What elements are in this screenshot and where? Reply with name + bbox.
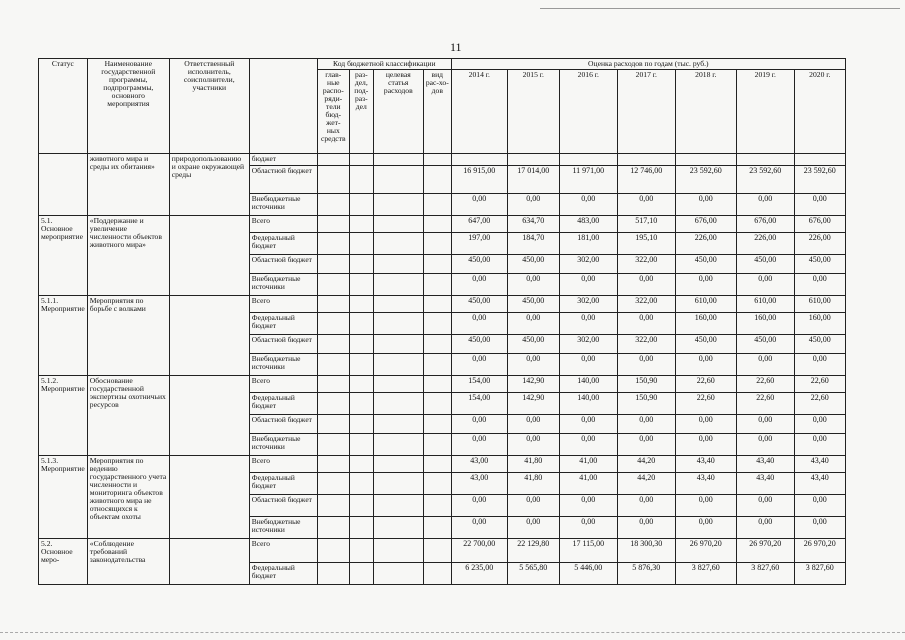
amount-cell: 0,00 (559, 414, 617, 433)
amount-cell: 0,00 (451, 433, 507, 455)
amount-cell: 195,10 (617, 232, 675, 254)
kbk-cell (423, 295, 451, 312)
kbk-cell (373, 295, 423, 312)
kbk-cell (423, 538, 451, 562)
amount-cell: 0,00 (675, 414, 736, 433)
funding-source: Всего (249, 538, 317, 562)
kbk-cell (373, 254, 423, 273)
kbk-cell (373, 455, 423, 472)
amount-cell: 0,00 (675, 353, 736, 375)
kbk-cell (349, 472, 373, 494)
amount-cell: 0,00 (559, 516, 617, 538)
amount-cell: 0,00 (507, 353, 559, 375)
table-row (39, 295, 846, 312)
amount-cell: 22 129,80 (507, 538, 559, 562)
amount-cell: 0,00 (736, 516, 794, 538)
funding-source: Внебюджетные источники (249, 193, 317, 215)
amount-cell: 0,00 (675, 193, 736, 215)
block-name: «Соблюдение требований законодательства (87, 538, 169, 584)
amount-cell: 12 746,00 (617, 165, 675, 193)
block-responsible (169, 538, 249, 584)
amount-cell: 450,00 (675, 334, 736, 353)
kbk-cell (423, 375, 451, 392)
funding-source: Внебюджетные источники (249, 433, 317, 455)
amount-cell: 3 827,60 (794, 562, 845, 584)
kbk-cell (373, 375, 423, 392)
kbk-cell (423, 254, 451, 273)
amount-cell (794, 153, 845, 165)
amount-cell: 0,00 (617, 414, 675, 433)
kbk-cell (423, 312, 451, 334)
col-year-2016: 2016 г. (559, 69, 617, 153)
amount-cell: 450,00 (507, 295, 559, 312)
amount-cell (451, 153, 507, 165)
amount-cell: 302,00 (559, 295, 617, 312)
table-row (39, 455, 846, 472)
amount-cell: 43,00 (451, 455, 507, 472)
amount-cell: 0,00 (617, 494, 675, 516)
kbk-cell (373, 273, 423, 295)
amount-cell: 0,00 (617, 312, 675, 334)
amount-cell (507, 153, 559, 165)
kbk-cell (373, 153, 423, 165)
table-row (39, 538, 846, 562)
amount-cell: 0,00 (675, 494, 736, 516)
amount-cell: 41,80 (507, 455, 559, 472)
kbk-cell (317, 472, 349, 494)
amount-cell: 23 592,60 (794, 165, 845, 193)
col-source (249, 59, 317, 154)
amount-cell: 610,00 (675, 295, 736, 312)
amount-cell: 43,40 (675, 455, 736, 472)
kbk-cell (349, 494, 373, 516)
amount-cell (617, 153, 675, 165)
amount-cell: 26 970,20 (736, 538, 794, 562)
amount-cell: 676,00 (736, 215, 794, 232)
amount-cell: 676,00 (794, 215, 845, 232)
kbk-cell (317, 295, 349, 312)
amount-cell: 18 300,30 (617, 538, 675, 562)
amount-cell: 0,00 (675, 433, 736, 455)
amount-cell: 676,00 (675, 215, 736, 232)
kbk-cell (317, 273, 349, 295)
scan-bottom-edge (0, 632, 905, 633)
amount-cell: 140,00 (559, 375, 617, 392)
amount-cell: 0,00 (451, 414, 507, 433)
amount-cell: 44,20 (617, 472, 675, 494)
amount-cell: 0,00 (736, 353, 794, 375)
funding-source: Областной бюджет (249, 165, 317, 193)
kbk-cell (423, 165, 451, 193)
amount-cell: 41,80 (507, 472, 559, 494)
amount-cell: 0,00 (559, 312, 617, 334)
funding-source: Внебюджетные источники (249, 516, 317, 538)
col-kbk-razdel: раз-дел, под-раз-дел (349, 69, 373, 153)
kbk-cell (349, 165, 373, 193)
kbk-cell (373, 414, 423, 433)
amount-cell: 22,60 (794, 375, 845, 392)
amount-cell: 22,60 (675, 375, 736, 392)
amount-cell: 610,00 (794, 295, 845, 312)
amount-cell: 41,00 (559, 455, 617, 472)
amount-cell: 5 876,30 (617, 562, 675, 584)
block-status: 5.1. Основное мероприятие (39, 215, 88, 295)
kbk-cell (373, 472, 423, 494)
block-status: 5.1.2. Мероприятие (39, 375, 88, 455)
funding-source: Всего (249, 455, 317, 472)
funding-source: Федеральный бюджет (249, 472, 317, 494)
amount-cell: 450,00 (736, 334, 794, 353)
amount-cell: 0,00 (794, 414, 845, 433)
kbk-cell (373, 516, 423, 538)
block-name: животного мира и среды их обитания» (87, 153, 169, 215)
col-kbk-grbs: глав-ные распо-ряди-тели бюд-жет-ных средств (317, 69, 349, 153)
amount-cell: 0,00 (559, 433, 617, 455)
amount-cell: 0,00 (507, 433, 559, 455)
funding-source: Областной бюджет (249, 254, 317, 273)
amount-cell: 517,10 (617, 215, 675, 232)
col-year-2014: 2014 г. (451, 69, 507, 153)
amount-cell: 0,00 (507, 494, 559, 516)
amount-cell: 17 014,00 (507, 165, 559, 193)
kbk-cell (373, 433, 423, 455)
kbk-cell (373, 193, 423, 215)
amount-cell: 0,00 (794, 494, 845, 516)
amount-cell: 0,00 (451, 516, 507, 538)
amount-cell: 6 235,00 (451, 562, 507, 584)
amount-cell: 0,00 (794, 433, 845, 455)
kbk-cell (349, 334, 373, 353)
kbk-cell (423, 516, 451, 538)
kbk-cell (373, 165, 423, 193)
amount-cell (559, 153, 617, 165)
block-status: 5.1.1. Мероприятие (39, 295, 88, 375)
block-responsible (169, 375, 249, 455)
amount-cell: 0,00 (451, 494, 507, 516)
amount-cell: 43,40 (675, 472, 736, 494)
kbk-cell (423, 353, 451, 375)
amount-cell: 0,00 (736, 273, 794, 295)
amount-cell: 22,60 (794, 392, 845, 414)
amount-cell: 43,40 (794, 455, 845, 472)
amount-cell: 22 700,00 (451, 538, 507, 562)
funding-source: Федеральный бюджет (249, 232, 317, 254)
amount-cell: 322,00 (617, 295, 675, 312)
amount-cell: 11 971,00 (559, 165, 617, 193)
funding-source: Федеральный бюджет (249, 562, 317, 584)
kbk-cell (373, 232, 423, 254)
block-name: «Поддержание и увеличение численности объектов животного мира» (87, 215, 169, 295)
funding-source: Областной бюджет (249, 334, 317, 353)
amount-cell: 450,00 (451, 254, 507, 273)
funding-source: Всего (249, 295, 317, 312)
amount-cell: 154,00 (451, 392, 507, 414)
amount-cell: 44,20 (617, 455, 675, 472)
amount-cell: 0,00 (617, 273, 675, 295)
kbk-cell (317, 494, 349, 516)
amount-cell: 154,00 (451, 375, 507, 392)
amount-cell: 0,00 (736, 494, 794, 516)
amount-cell: 450,00 (451, 295, 507, 312)
block-name: Обоснование государственной экспертизы охотничьих ресурсов (87, 375, 169, 455)
amount-cell: 23 592,60 (675, 165, 736, 193)
amount-cell: 450,00 (507, 254, 559, 273)
amount-cell: 0,00 (451, 273, 507, 295)
amount-cell: 17 115,00 (559, 538, 617, 562)
amount-cell: 0,00 (736, 193, 794, 215)
block-status (39, 153, 88, 215)
amount-cell: 0,00 (736, 433, 794, 455)
block-responsible (169, 295, 249, 375)
kbk-cell (349, 273, 373, 295)
amount-cell (736, 153, 794, 165)
funding-source: Областной бюджет (249, 414, 317, 433)
amount-cell: 0,00 (507, 273, 559, 295)
table-body (39, 153, 846, 584)
kbk-cell (373, 312, 423, 334)
amount-cell (675, 153, 736, 165)
kbk-cell (423, 232, 451, 254)
amount-cell: 0,00 (451, 312, 507, 334)
amount-cell: 634,70 (507, 215, 559, 232)
kbk-cell (349, 193, 373, 215)
amount-cell: 3 827,60 (736, 562, 794, 584)
kbk-cell (349, 232, 373, 254)
amount-cell: 647,00 (451, 215, 507, 232)
kbk-cell (423, 153, 451, 165)
kbk-cell (349, 375, 373, 392)
kbk-cell (317, 516, 349, 538)
amount-cell: 226,00 (736, 232, 794, 254)
amount-cell: 22,60 (736, 392, 794, 414)
amount-cell: 5 565,80 (507, 562, 559, 584)
amount-cell: 0,00 (559, 273, 617, 295)
amount-cell: 160,00 (736, 312, 794, 334)
kbk-cell (423, 334, 451, 353)
table-row (39, 153, 846, 165)
amount-cell: 0,00 (559, 193, 617, 215)
block-name: Мероприятия по ведению государственного учета численности и мониторинга объектов животного мира не относящихся к объектам охоты (87, 455, 169, 538)
amount-cell: 610,00 (736, 295, 794, 312)
amount-cell: 0,00 (507, 312, 559, 334)
col-kbk-vr: вид рас-хо-дов (423, 69, 451, 153)
amount-cell: 5 446,00 (559, 562, 617, 584)
kbk-cell (317, 392, 349, 414)
amount-cell: 0,00 (736, 414, 794, 433)
funding-source: Областной бюджет (249, 494, 317, 516)
amount-cell: 302,00 (559, 334, 617, 353)
col-kbk-csr: целевая статья расходов (373, 69, 423, 153)
col-responsible: Ответственный исполнитель, соисполнители, участники (169, 59, 249, 154)
col-year-2020: 2020 г. (794, 69, 845, 153)
amount-cell: 3 827,60 (675, 562, 736, 584)
amount-cell: 160,00 (675, 312, 736, 334)
kbk-cell (349, 254, 373, 273)
funding-source: бюджет (249, 153, 317, 165)
funding-source: Всего (249, 375, 317, 392)
kbk-cell (317, 455, 349, 472)
kbk-cell (317, 232, 349, 254)
block-status: 5.2. Основное меро- (39, 538, 88, 584)
kbk-cell (373, 392, 423, 414)
page-number: 11 (450, 40, 462, 54)
col-kbk-group: Код бюджетной классификации (317, 59, 451, 70)
amount-cell: 197,00 (451, 232, 507, 254)
amount-cell: 0,00 (675, 273, 736, 295)
kbk-cell (317, 193, 349, 215)
kbk-cell (373, 215, 423, 232)
kbk-cell (423, 472, 451, 494)
kbk-cell (423, 455, 451, 472)
col-status: Статус (39, 59, 88, 154)
kbk-cell (423, 494, 451, 516)
kbk-cell (349, 153, 373, 165)
amount-cell: 150,90 (617, 375, 675, 392)
kbk-cell (423, 433, 451, 455)
amount-cell: 140,00 (559, 392, 617, 414)
amount-cell: 0,00 (451, 193, 507, 215)
kbk-cell (317, 334, 349, 353)
kbk-cell (317, 215, 349, 232)
expenditure-table (38, 58, 846, 585)
amount-cell: 22,60 (675, 392, 736, 414)
amount-cell: 0,00 (617, 433, 675, 455)
funding-source: Внебюджетные источники (249, 273, 317, 295)
block-responsible (169, 215, 249, 295)
amount-cell: 0,00 (794, 353, 845, 375)
kbk-cell (423, 215, 451, 232)
amount-cell: 450,00 (507, 334, 559, 353)
kbk-cell (373, 538, 423, 562)
kbk-cell (423, 562, 451, 584)
col-name: Наименование государственной программы, подпрограммы, основного мероприятия (87, 59, 169, 154)
kbk-cell (349, 295, 373, 312)
amount-cell: 322,00 (617, 254, 675, 273)
amount-cell: 160,00 (794, 312, 845, 334)
amount-cell: 41,00 (559, 472, 617, 494)
col-year-2019: 2019 г. (736, 69, 794, 153)
amount-cell: 43,00 (451, 472, 507, 494)
kbk-cell (349, 433, 373, 455)
amount-cell: 184,70 (507, 232, 559, 254)
amount-cell: 322,00 (617, 334, 675, 353)
amount-cell: 43,40 (736, 472, 794, 494)
table-row (39, 215, 846, 232)
amount-cell: 302,00 (559, 254, 617, 273)
amount-cell: 26 970,20 (794, 538, 845, 562)
amount-cell: 43,40 (736, 455, 794, 472)
amount-cell: 450,00 (451, 334, 507, 353)
kbk-cell (317, 433, 349, 455)
amount-cell: 0,00 (794, 273, 845, 295)
kbk-cell (349, 312, 373, 334)
amount-cell: 450,00 (794, 334, 845, 353)
kbk-cell (317, 414, 349, 433)
amount-cell: 0,00 (794, 516, 845, 538)
amount-cell: 0,00 (507, 414, 559, 433)
amount-cell: 226,00 (675, 232, 736, 254)
kbk-cell (317, 562, 349, 584)
amount-cell: 450,00 (675, 254, 736, 273)
amount-cell: 43,40 (794, 472, 845, 494)
col-year-2015: 2015 г. (507, 69, 559, 153)
amount-cell: 142,90 (507, 375, 559, 392)
col-year-2017: 2017 г. (617, 69, 675, 153)
funding-source: Федеральный бюджет (249, 392, 317, 414)
amount-cell: 0,00 (507, 516, 559, 538)
col-years-group: Оценка расходов по годам (тыс. руб.) (451, 59, 845, 70)
amount-cell: 22,60 (736, 375, 794, 392)
funding-source: Федеральный бюджет (249, 312, 317, 334)
scan-edge-line (540, 8, 900, 9)
block-responsible: природопользованию и охране окружающей среды (169, 153, 249, 215)
kbk-cell (373, 494, 423, 516)
kbk-cell (317, 153, 349, 165)
amount-cell: 0,00 (794, 193, 845, 215)
amount-cell: 0,00 (617, 353, 675, 375)
kbk-cell (373, 334, 423, 353)
kbk-cell (349, 353, 373, 375)
kbk-cell (423, 414, 451, 433)
kbk-cell (423, 392, 451, 414)
amount-cell: 0,00 (507, 193, 559, 215)
kbk-cell (317, 353, 349, 375)
amount-cell: 26 970,20 (675, 538, 736, 562)
kbk-cell (373, 353, 423, 375)
kbk-cell (349, 562, 373, 584)
amount-cell: 483,00 (559, 215, 617, 232)
amount-cell: 0,00 (451, 353, 507, 375)
block-name: Мероприятия по борьбе с волками (87, 295, 169, 375)
col-year-2018: 2018 г. (675, 69, 736, 153)
amount-cell: 0,00 (617, 193, 675, 215)
kbk-cell (317, 165, 349, 193)
amount-cell: 23 592,60 (736, 165, 794, 193)
kbk-cell (349, 392, 373, 414)
amount-cell: 150,90 (617, 392, 675, 414)
block-status: 5.1.3. Мероприятие (39, 455, 88, 538)
kbk-cell (317, 254, 349, 273)
kbk-cell (349, 516, 373, 538)
kbk-cell (349, 538, 373, 562)
kbk-cell (317, 312, 349, 334)
funding-source: Всего (249, 215, 317, 232)
amount-cell: 0,00 (559, 494, 617, 516)
funding-source: Внебюджетные источники (249, 353, 317, 375)
amount-cell: 16 915,00 (451, 165, 507, 193)
kbk-cell (317, 375, 349, 392)
kbk-cell (373, 562, 423, 584)
amount-cell: 0,00 (617, 516, 675, 538)
amount-cell: 450,00 (794, 254, 845, 273)
amount-cell: 142,90 (507, 392, 559, 414)
kbk-cell (349, 455, 373, 472)
kbk-cell (423, 193, 451, 215)
amount-cell: 0,00 (675, 516, 736, 538)
amount-cell: 450,00 (736, 254, 794, 273)
block-responsible (169, 455, 249, 538)
amount-cell: 181,00 (559, 232, 617, 254)
table-row (39, 375, 846, 392)
amount-cell: 226,00 (794, 232, 845, 254)
kbk-cell (423, 273, 451, 295)
kbk-cell (349, 215, 373, 232)
kbk-cell (349, 414, 373, 433)
amount-cell: 0,00 (559, 353, 617, 375)
kbk-cell (317, 538, 349, 562)
